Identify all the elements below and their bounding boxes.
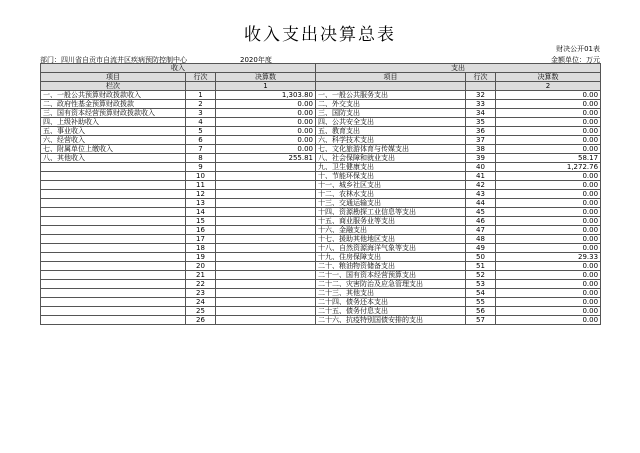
expense-amount-cell: 29.33 [496, 253, 601, 262]
income-item-cell: 一、一般公共预算财政拨款收入 [41, 91, 186, 100]
income-rowno-cell: 20 [186, 262, 216, 271]
income-amount-cell [216, 226, 316, 235]
expense-rowno-cell: 54 [466, 289, 496, 298]
expense-item-cell: 十七、援助其他地区支出 [316, 235, 466, 244]
expense-item-cell: 十九、住房保障支出 [316, 253, 466, 262]
income-amount-cell [216, 280, 316, 289]
income-rowno-cell: 7 [186, 145, 216, 154]
income-amount-cell: 255.81 [216, 154, 316, 163]
table-row [41, 91, 601, 100]
income-item-cell: 六、经营收入 [41, 136, 186, 145]
income-amount-cell [216, 217, 316, 226]
income-amount-cell [216, 181, 316, 190]
income-item-cell [41, 298, 186, 307]
expense-item-cell: 二十、粮油物资储备支出 [316, 262, 466, 271]
expense-item-cell: 一、一般公共服务支出 [316, 91, 466, 100]
expense-item-cell: 十五、商业服务业等支出 [316, 217, 466, 226]
expense-rowno-cell: 45 [466, 208, 496, 217]
income-section-header: 收入 [41, 64, 316, 73]
page-title: 收入支出决算总表 [244, 25, 396, 45]
table-row [41, 163, 601, 172]
expense-amount-cell: 58.17 [496, 154, 601, 163]
table-row [41, 181, 601, 190]
expense-amount-cell: 0.00 [496, 280, 601, 289]
income-rowno-cell: 25 [186, 307, 216, 316]
expense-column-number: 2 [496, 82, 601, 91]
expense-section-header: 支出 [316, 64, 601, 73]
expense-item-cell: 二十四、债务还本支出 [316, 298, 466, 307]
expense-rowno-cell: 41 [466, 172, 496, 181]
expense-amount-cell: 0.00 [496, 145, 601, 154]
expense-amount-cell: 1,272.76 [496, 163, 601, 172]
income-item-header: 项目 [41, 73, 186, 82]
income-item-cell: 八、其他收入 [41, 154, 186, 163]
expense-item-cell: 九、卫生健康支出 [316, 163, 466, 172]
income-rowno-cell: 18 [186, 244, 216, 253]
department-label: 部门：四川省自贡市自流井区疾病预防控制中心 [40, 56, 187, 64]
income-amount-cell: 1,303.80 [216, 91, 316, 100]
expense-amount-cell: 0.00 [496, 109, 601, 118]
expense-item-cell: 十八、自然资源海洋气象等支出 [316, 244, 466, 253]
expense-rowno-cell: 35 [466, 118, 496, 127]
expense-rowno-cell: 36 [466, 127, 496, 136]
expense-item-cell: 三、国防支出 [316, 109, 466, 118]
expense-rowno-cell: 52 [466, 271, 496, 280]
income-rowno-cell: 5 [186, 127, 216, 136]
expense-rowno-cell: 44 [466, 199, 496, 208]
income-item-cell [41, 262, 186, 271]
expense-amount-cell: 0.00 [496, 91, 601, 100]
income-item-cell [41, 253, 186, 262]
expense-item-cell: 八、社会保障和就业支出 [316, 154, 466, 163]
income-rowno-cell: 8 [186, 154, 216, 163]
expense-amount-cell: 0.00 [496, 271, 601, 280]
table-row [41, 145, 601, 154]
expense-item-cell: 十三、交通运输支出 [316, 199, 466, 208]
expense-amount-header: 决算数 [496, 73, 601, 82]
income-amount-cell: 0.00 [216, 100, 316, 109]
income-amount-cell [216, 262, 316, 271]
expense-rowno-cell: 53 [466, 280, 496, 289]
table-row [41, 136, 601, 145]
income-expense-table [40, 63, 601, 325]
column-number-label: 栏次 [41, 82, 186, 91]
income-amount-cell [216, 271, 316, 280]
expense-amount-cell: 0.00 [496, 226, 601, 235]
table-row [41, 271, 601, 280]
unit-label: 金额单位：万元 [551, 56, 600, 64]
section-header-row [41, 64, 601, 73]
income-item-cell [41, 190, 186, 199]
income-amount-cell [216, 172, 316, 181]
income-amount-cell [216, 190, 316, 199]
expense-rowno-cell: 37 [466, 136, 496, 145]
income-amount-cell [216, 244, 316, 253]
expense-amount-cell: 0.00 [496, 307, 601, 316]
income-rowno-cell: 21 [186, 271, 216, 280]
income-rowno-cell: 2 [186, 100, 216, 109]
income-amount-cell [216, 307, 316, 316]
income-amount-cell: 0.00 [216, 127, 316, 136]
income-item-cell [41, 163, 186, 172]
income-amount-cell: 0.00 [216, 109, 316, 118]
income-rowno-cell: 19 [186, 253, 216, 262]
income-amount-header: 决算数 [216, 73, 316, 82]
income-item-cell [41, 199, 186, 208]
income-rowno-cell: 13 [186, 199, 216, 208]
expense-rowno-cell: 49 [466, 244, 496, 253]
expense-rowno-cell: 56 [466, 307, 496, 316]
income-item-cell [41, 244, 186, 253]
form-number: 财决公开01表 [556, 45, 600, 53]
table-row [41, 127, 601, 136]
expense-amount-cell: 0.00 [496, 289, 601, 298]
expense-rowno-cell: 57 [466, 316, 496, 325]
blank-cell [466, 82, 496, 91]
column-header-row [41, 73, 601, 82]
expense-rowno-cell: 40 [466, 163, 496, 172]
table-row [41, 118, 601, 127]
expense-rowno-cell: 46 [466, 217, 496, 226]
income-amount-cell: 0.00 [216, 136, 316, 145]
income-item-cell [41, 271, 186, 280]
expense-rowno-cell: 42 [466, 181, 496, 190]
income-rowno-cell: 15 [186, 217, 216, 226]
table-row [41, 199, 601, 208]
table-row [41, 262, 601, 271]
expense-rowno-cell: 43 [466, 190, 496, 199]
blank-cell [186, 82, 216, 91]
blank-cell [316, 82, 466, 91]
income-rowno-cell: 3 [186, 109, 216, 118]
table-row [41, 298, 601, 307]
expense-amount-cell: 0.00 [496, 190, 601, 199]
expense-amount-cell: 0.00 [496, 217, 601, 226]
income-rowno-cell: 9 [186, 163, 216, 172]
expense-item-cell: 二十一、国有资本经营预算支出 [316, 271, 466, 280]
table-row [41, 253, 601, 262]
income-amount-cell: 0.00 [216, 118, 316, 127]
expense-amount-cell: 0.00 [496, 181, 601, 190]
table-row [41, 244, 601, 253]
expense-item-cell: 十二、农林水支出 [316, 190, 466, 199]
income-amount-cell [216, 235, 316, 244]
expense-rowno-cell: 33 [466, 100, 496, 109]
income-column-number: 1 [216, 82, 316, 91]
income-item-cell: 四、上级补助收入 [41, 118, 186, 127]
expense-item-cell: 十六、金融支出 [316, 226, 466, 235]
table-row [41, 190, 601, 199]
expense-item-cell: 二十二、灾害防治及应急管理支出 [316, 280, 466, 289]
income-item-cell: 七、附属单位上缴收入 [41, 145, 186, 154]
income-item-cell [41, 307, 186, 316]
expense-rowno-cell: 51 [466, 262, 496, 271]
expense-amount-cell: 0.00 [496, 100, 601, 109]
income-rowno-cell: 6 [186, 136, 216, 145]
expense-item-cell: 十一、城乡社区支出 [316, 181, 466, 190]
expense-item-cell: 四、公共安全支出 [316, 118, 466, 127]
income-amount-cell [216, 199, 316, 208]
expense-amount-cell: 0.00 [496, 127, 601, 136]
income-item-cell [41, 289, 186, 298]
expense-rowno-cell: 47 [466, 226, 496, 235]
expense-amount-cell: 0.00 [496, 208, 601, 217]
income-rowno-cell: 11 [186, 181, 216, 190]
income-amount-cell: 0.00 [216, 145, 316, 154]
table-row [41, 235, 601, 244]
table-row [41, 316, 601, 325]
table-row [41, 208, 601, 217]
income-item-cell [41, 181, 186, 190]
column-number-row [41, 82, 601, 91]
expense-amount-cell: 0.00 [496, 262, 601, 271]
expense-item-cell: 二十三、其他支出 [316, 289, 466, 298]
expense-amount-cell: 0.00 [496, 316, 601, 325]
income-rowno-cell: 17 [186, 235, 216, 244]
income-rowno-cell: 22 [186, 280, 216, 289]
income-rowno-cell: 4 [186, 118, 216, 127]
income-item-cell: 二、政府性基金预算财政拨款 [41, 100, 186, 109]
table-row [41, 307, 601, 316]
income-amount-cell [216, 316, 316, 325]
income-rowno-cell: 16 [186, 226, 216, 235]
table-row [41, 109, 601, 118]
expense-amount-cell: 0.00 [496, 235, 601, 244]
income-item-cell [41, 280, 186, 289]
expense-rowno-cell: 32 [466, 91, 496, 100]
expense-rowno-cell: 39 [466, 154, 496, 163]
income-rowno-header: 行次 [186, 73, 216, 82]
income-rowno-cell: 14 [186, 208, 216, 217]
expense-item-cell: 五、教育支出 [316, 127, 466, 136]
expense-rowno-header: 行次 [466, 73, 496, 82]
income-amount-cell [216, 163, 316, 172]
table-row [41, 226, 601, 235]
expense-rowno-cell: 48 [466, 235, 496, 244]
income-amount-cell [216, 298, 316, 307]
income-rowno-cell: 24 [186, 298, 216, 307]
expense-item-cell: 二、外交支出 [316, 100, 466, 109]
expense-amount-cell: 0.00 [496, 136, 601, 145]
expense-rowno-cell: 55 [466, 298, 496, 307]
income-rowno-cell: 10 [186, 172, 216, 181]
table-row [41, 100, 601, 109]
expense-item-cell: 七、文化旅游体育与传媒支出 [316, 145, 466, 154]
income-amount-cell [216, 208, 316, 217]
expense-amount-cell: 0.00 [496, 199, 601, 208]
income-rowno-cell: 23 [186, 289, 216, 298]
table-row [41, 172, 601, 181]
expense-item-cell: 十四、资源勘探工业信息等支出 [316, 208, 466, 217]
expense-item-header: 项目 [316, 73, 466, 82]
income-rowno-cell: 12 [186, 190, 216, 199]
expense-item-cell: 十、节能环保支出 [316, 172, 466, 181]
income-item-cell [41, 226, 186, 235]
table-row [41, 280, 601, 289]
income-item-cell [41, 172, 186, 181]
expense-amount-cell: 0.00 [496, 172, 601, 181]
income-amount-cell [216, 289, 316, 298]
expense-item-cell: 二十五、债务付息支出 [316, 307, 466, 316]
income-item-cell [41, 316, 186, 325]
expense-rowno-cell: 38 [466, 145, 496, 154]
income-rowno-cell: 26 [186, 316, 216, 325]
expense-rowno-cell: 34 [466, 109, 496, 118]
table-row [41, 217, 601, 226]
expense-amount-cell: 0.00 [496, 244, 601, 253]
expense-item-cell: 六、科学技术支出 [316, 136, 466, 145]
income-item-cell [41, 235, 186, 244]
income-item-cell [41, 217, 186, 226]
expense-rowno-cell: 50 [466, 253, 496, 262]
expense-amount-cell: 0.00 [496, 118, 601, 127]
income-item-cell: 五、事业收入 [41, 127, 186, 136]
table-row [41, 154, 601, 163]
table-row [41, 289, 601, 298]
income-item-cell: 三、国有资本经营预算财政拨款收入 [41, 109, 186, 118]
income-amount-cell [216, 253, 316, 262]
year-label: 2020年度 [240, 56, 272, 64]
income-item-cell [41, 208, 186, 217]
income-rowno-cell: 1 [186, 91, 216, 100]
expense-item-cell: 二十六、抗疫特别国债安排的支出 [316, 316, 466, 325]
expense-amount-cell: 0.00 [496, 298, 601, 307]
